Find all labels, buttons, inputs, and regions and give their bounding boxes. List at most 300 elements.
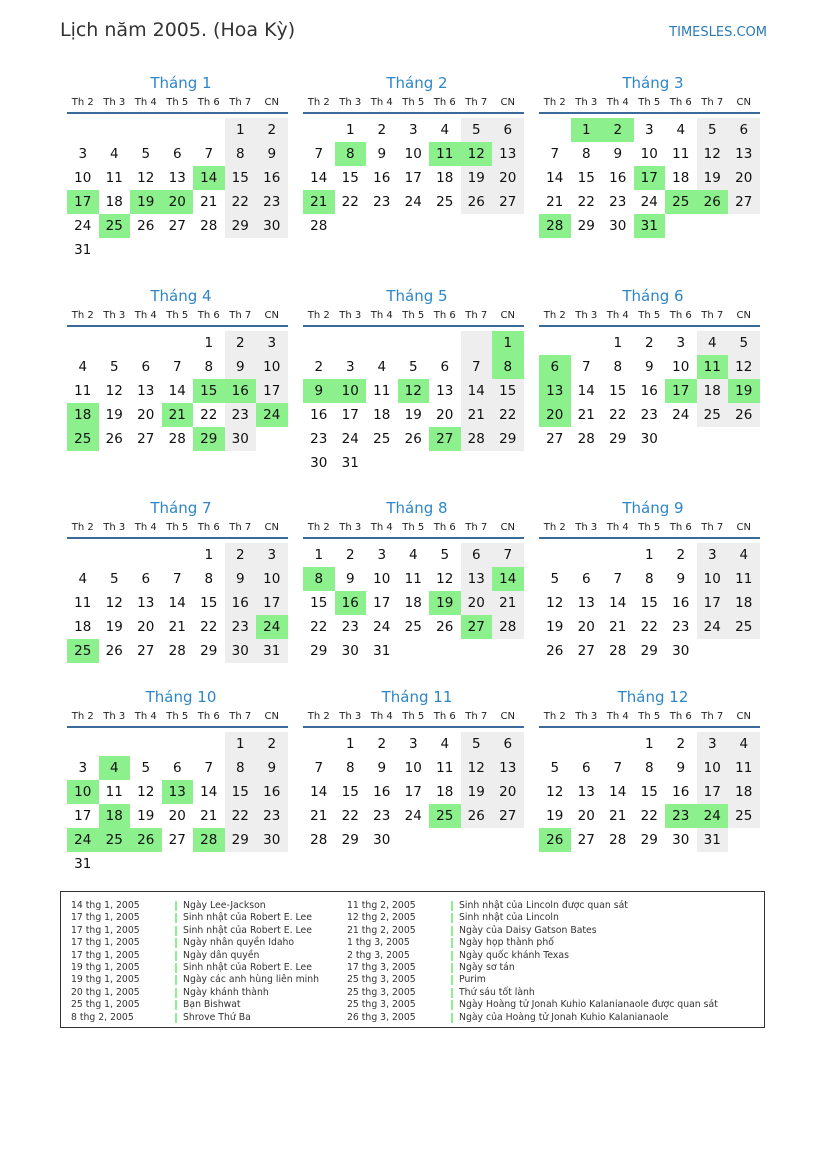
calendar-day: 31 <box>74 242 92 258</box>
calendar-day: 21 <box>461 403 493 427</box>
calendar-day: 6 <box>440 359 450 375</box>
calendar-day: 16 <box>373 784 391 800</box>
calendar-empty-cell <box>665 214 697 238</box>
calendar-empty-cell <box>162 732 194 756</box>
month-title: Tháng 3 <box>622 74 684 92</box>
calendar-day: 25 <box>697 403 729 427</box>
holiday-row <box>347 999 718 1011</box>
calendar-day: 11 <box>404 571 422 587</box>
weekday-header: Th 4 <box>602 307 634 327</box>
weekday-header: Th 6 <box>193 307 225 327</box>
calendar-day: 18 <box>436 170 454 186</box>
calendar-day: 10 <box>697 756 729 780</box>
calendar-day: 20 <box>461 591 493 615</box>
calendar-day: 31 <box>634 214 666 238</box>
calendar-day: 12 <box>546 784 564 800</box>
calendar-day: 22 <box>225 190 257 214</box>
holiday-name: Ngày các anh hùng liên minh <box>183 974 320 986</box>
calendar-empty-cell <box>461 331 493 355</box>
calendar-day: 23 <box>609 194 627 210</box>
weekday-header: Th 2 <box>539 708 571 728</box>
calendar-day: 6 <box>581 760 591 776</box>
calendar-day: 24 <box>697 804 729 828</box>
weekday-header: Th 5 <box>634 307 666 327</box>
weekday-header: Th 4 <box>602 708 634 728</box>
month-title: Tháng 11 <box>381 688 453 706</box>
calendar-day: 13 <box>539 379 571 403</box>
holiday-date: 14 thg 1, 2005 <box>71 900 140 911</box>
calendar-day: 26 <box>461 804 493 828</box>
month-calendar <box>67 497 289 663</box>
page-title: Lịch năm 2005. (Hoa Kỳ) <box>60 19 296 41</box>
calendar-empty-cell <box>256 238 288 262</box>
month-days-grid <box>303 519 525 663</box>
calendar-day: 15 <box>577 170 595 186</box>
month-calendar <box>67 72 289 262</box>
calendar-day: 1 <box>492 331 524 355</box>
holiday-column-right <box>347 900 718 1024</box>
weekday-header: CN <box>256 519 288 539</box>
weekday-header: Th 6 <box>665 708 697 728</box>
calendar-day: 29 <box>200 643 218 659</box>
calendar-day: 30 <box>341 643 359 659</box>
calendar-empty-cell <box>429 828 461 852</box>
calendar-day: 28 <box>539 214 571 238</box>
calendar-day: 9 <box>377 146 387 162</box>
calendar-day: 4 <box>728 543 760 567</box>
calendar-day: 16 <box>256 780 288 804</box>
calendar-day: 28 <box>492 615 524 639</box>
calendar-day: 14 <box>461 379 493 403</box>
calendar-day: 31 <box>341 455 359 471</box>
calendar-day: 20 <box>539 403 571 427</box>
weekday-header: Th 5 <box>162 519 194 539</box>
calendar-empty-cell <box>99 852 131 876</box>
calendar-day: 26 <box>728 403 760 427</box>
calendar-day: 22 <box>310 619 328 635</box>
calendar-day: 22 <box>609 407 627 423</box>
weekday-header: Th 2 <box>67 94 99 114</box>
month-days-grid <box>67 307 289 451</box>
holiday-date: 17 thg 1, 2005 <box>71 937 140 949</box>
calendar-day: 19 <box>105 619 123 635</box>
calendar-day: 13 <box>728 142 760 166</box>
holiday-name: Ngày họp thành phố <box>459 937 554 949</box>
month-calendar <box>303 285 525 475</box>
calendar-day: 21 <box>168 619 186 635</box>
calendar-day: 3 <box>408 122 418 138</box>
calendar-day: 11 <box>728 567 760 591</box>
holiday-marker <box>451 963 453 973</box>
calendar-day: 28 <box>461 427 493 451</box>
calendar-day: 30 <box>256 214 288 238</box>
weekday-header: Th 5 <box>398 519 430 539</box>
calendar-day: 22 <box>577 194 595 210</box>
holiday-date: 25 thg 3, 2005 <box>347 999 416 1011</box>
calendar-day: 12 <box>398 379 430 403</box>
calendar-empty-cell <box>162 852 194 876</box>
calendar-day: 11 <box>728 756 760 780</box>
holiday-name: Ngày Lee-Jackson <box>183 900 266 911</box>
calendar-day: 19 <box>546 619 564 635</box>
holiday-name: Ngày dân quyền <box>183 949 260 961</box>
calendar-day: 7 <box>204 760 214 776</box>
weekday-header: Th 4 <box>602 94 634 114</box>
holiday-row <box>71 999 319 1011</box>
calendar-day: 27 <box>492 190 524 214</box>
calendar-day: 17 <box>256 379 288 403</box>
calendar-day: 23 <box>310 431 328 447</box>
calendar-day: 14 <box>609 595 627 611</box>
calendar-day: 2 <box>644 335 654 351</box>
calendar-day: 9 <box>225 355 257 379</box>
calendar-day: 21 <box>609 619 627 635</box>
holiday-marker <box>175 951 177 961</box>
calendar-day: 8 <box>492 355 524 379</box>
calendar-day: 24 <box>256 615 288 639</box>
calendar-day: 3 <box>697 732 729 756</box>
calendar-day: 7 <box>613 760 623 776</box>
calendar-day: 24 <box>697 615 729 639</box>
calendar-day: 15 <box>341 170 359 186</box>
calendar-day: 9 <box>303 379 335 403</box>
calendar-day: 17 <box>697 591 729 615</box>
weekday-header: Th 3 <box>571 94 603 114</box>
calendar-day: 10 <box>335 379 367 403</box>
calendar-day: 4 <box>440 736 450 752</box>
calendar-day: 16 <box>225 591 257 615</box>
weekday-header: Th 2 <box>303 307 335 327</box>
weekday-header: Th 6 <box>429 94 461 114</box>
weekday-header: Th 4 <box>366 94 398 114</box>
calendar-day: 8 <box>303 567 335 591</box>
calendar-empty-cell <box>539 732 571 756</box>
weekday-header: Th 7 <box>697 94 729 114</box>
calendar-day: 2 <box>377 122 387 138</box>
month-title: Tháng 4 <box>150 287 212 305</box>
month-days-grid <box>539 94 761 238</box>
calendar-day: 8 <box>644 571 654 587</box>
holiday-date: 1 thg 3, 2005 <box>347 937 410 949</box>
calendar-day: 28 <box>577 431 595 447</box>
calendar-day: 17 <box>404 170 422 186</box>
holiday-row <box>71 925 319 937</box>
holiday-marker <box>175 988 177 998</box>
weekday-header: Th 5 <box>162 708 194 728</box>
calendar-day: 22 <box>640 808 658 824</box>
calendar-empty-cell <box>461 639 493 663</box>
holiday-name: Ngày nhân quyền Idaho <box>183 937 295 949</box>
calendar-day: 10 <box>404 146 422 162</box>
calendar-empty-cell <box>539 543 571 567</box>
weekday-header: Th 5 <box>398 307 430 327</box>
month-calendar <box>67 686 289 876</box>
weekday-header: Th 3 <box>571 307 603 327</box>
weekday-header: CN <box>492 708 524 728</box>
holiday-name: Ngày của Daisy Gatson Bates <box>459 924 597 936</box>
weekday-header: CN <box>492 519 524 539</box>
calendar-day: 27 <box>577 643 595 659</box>
calendar-empty-cell <box>67 118 99 142</box>
holiday-name: Shrove Thứ Ba <box>183 1011 251 1023</box>
calendar-day: 11 <box>105 784 123 800</box>
calendar-day: 16 <box>672 595 690 611</box>
holiday-marker <box>451 975 453 985</box>
calendar-empty-cell <box>492 214 524 238</box>
calendar-day: 8 <box>225 756 257 780</box>
month-days-grid <box>539 708 761 852</box>
calendar-day: 22 <box>492 403 524 427</box>
calendar-day: 5 <box>728 331 760 355</box>
calendar-day: 4 <box>697 331 729 355</box>
calendar-day: 3 <box>78 146 88 162</box>
calendar-day: 23 <box>256 804 288 828</box>
weekday-header: Th 5 <box>634 94 666 114</box>
calendar-day: 18 <box>67 403 99 427</box>
calendar-day: 2 <box>256 732 288 756</box>
calendar-day: 18 <box>105 194 123 210</box>
calendar-day: 25 <box>728 615 760 639</box>
calendar-day: 6 <box>461 543 493 567</box>
calendar-empty-cell <box>398 828 430 852</box>
weekday-header: Th 2 <box>539 94 571 114</box>
calendar-day: 28 <box>168 643 186 659</box>
calendar-empty-cell <box>398 331 430 355</box>
holiday-row <box>71 1012 319 1024</box>
calendar-day: 22 <box>341 808 359 824</box>
holiday-row <box>347 1012 718 1024</box>
calendar-day: 1 <box>613 335 623 351</box>
calendar-day: 15 <box>193 379 225 403</box>
calendar-empty-cell <box>728 639 760 663</box>
holiday-row <box>347 962 718 974</box>
calendar-empty-cell <box>303 331 335 355</box>
weekday-header: Th 3 <box>99 307 131 327</box>
weekday-header: Th 6 <box>193 519 225 539</box>
holiday-name: Sinh nhật của Robert E. Lee <box>183 961 312 973</box>
calendar-day: 15 <box>609 383 627 399</box>
weekday-header: Th 6 <box>193 94 225 114</box>
calendar-day: 17 <box>404 784 422 800</box>
calendar-day: 13 <box>492 142 524 166</box>
calendar-day: 9 <box>345 571 355 587</box>
calendar-empty-cell <box>697 639 729 663</box>
calendar-empty-cell <box>162 118 194 142</box>
calendar-day: 24 <box>404 194 422 210</box>
calendar-day: 6 <box>492 732 524 756</box>
calendar-empty-cell <box>193 238 225 262</box>
calendar-day: 23 <box>373 194 391 210</box>
calendar-day: 4 <box>408 547 418 563</box>
calendar-day: 20 <box>728 166 760 190</box>
weekday-header: CN <box>728 94 760 114</box>
weekday-header: Th 3 <box>335 307 367 327</box>
month-title: Tháng 6 <box>622 287 684 305</box>
weekday-header: Th 7 <box>697 708 729 728</box>
weekday-header: Th 3 <box>99 94 131 114</box>
holiday-marker <box>451 988 453 998</box>
holiday-date: 25 thg 3, 2005 <box>347 974 416 986</box>
calendar-day: 27 <box>168 832 186 848</box>
holiday-date: 17 thg 1, 2005 <box>71 924 140 936</box>
calendar-day: 12 <box>105 383 123 399</box>
calendar-day: 25 <box>99 214 131 238</box>
holiday-name: Ngày Hoàng tử Jonah Kuhio Kalanianaole được quan sát <box>459 999 718 1011</box>
calendar-day: 9 <box>225 567 257 591</box>
calendar-empty-cell <box>429 451 461 475</box>
calendar-day: 2 <box>676 736 686 752</box>
holiday-name: Sinh nhật của Lincoln được quan sát <box>459 900 628 911</box>
holiday-date: 11 thg 2, 2005 <box>347 900 416 911</box>
calendar-day: 26 <box>461 190 493 214</box>
weekday-header: Th 7 <box>225 708 257 728</box>
calendar-day: 25 <box>67 639 99 663</box>
calendar-day: 5 <box>550 571 560 587</box>
calendar-day: 24 <box>640 194 658 210</box>
calendar-day: 5 <box>440 547 450 563</box>
calendar-day: 25 <box>429 804 461 828</box>
calendar-empty-cell <box>366 451 398 475</box>
calendar-day: 22 <box>341 194 359 210</box>
calendar-day: 25 <box>99 828 131 852</box>
month-days-grid <box>67 94 289 262</box>
calendar-day: 28 <box>310 832 328 848</box>
calendar-day: 18 <box>672 170 690 186</box>
weekday-header: Th 3 <box>99 708 131 728</box>
calendar-day: 18 <box>728 591 760 615</box>
holiday-marker <box>175 975 177 985</box>
calendar-empty-cell <box>492 639 524 663</box>
calendar-day: 15 <box>640 784 658 800</box>
calendar-empty-cell <box>67 331 99 355</box>
calendar-day: 21 <box>609 808 627 824</box>
calendar-day: 17 <box>341 407 359 423</box>
calendar-day: 15 <box>492 379 524 403</box>
holiday-name: Ngày của Hoàng tử Jonah Kuhio Kalanianaole <box>459 1011 669 1023</box>
holiday-date: 20 thg 1, 2005 <box>71 986 140 998</box>
calendar-day: 8 <box>581 146 591 162</box>
month-calendar <box>303 497 525 663</box>
calendar-day: 27 <box>577 832 595 848</box>
calendar-empty-cell <box>162 543 194 567</box>
calendar-day: 29 <box>225 214 257 238</box>
calendar-day: 14 <box>310 170 328 186</box>
calendar-day: 28 <box>168 431 186 447</box>
calendar-empty-cell <box>335 331 367 355</box>
calendar-day: 25 <box>404 619 422 635</box>
calendar-day: 25 <box>436 194 454 210</box>
holiday-row <box>71 987 319 999</box>
calendar-day: 24 <box>672 407 690 423</box>
holiday-name: Thứ sáu tốt lành <box>459 986 535 998</box>
calendar-day: 2 <box>345 547 355 563</box>
site-link[interactable]: TIMESLES.COM <box>669 25 767 40</box>
calendar-day: 16 <box>225 379 257 403</box>
calendar-empty-cell <box>697 214 729 238</box>
weekday-header: Th 6 <box>429 307 461 327</box>
calendar-day: 4 <box>78 359 88 375</box>
weekday-header: CN <box>256 94 288 114</box>
calendar-day: 23 <box>225 403 257 427</box>
calendar-day: 4 <box>440 122 450 138</box>
calendar-day: 20 <box>436 407 454 423</box>
calendar-day: 9 <box>676 571 686 587</box>
calendar-day: 8 <box>204 359 214 375</box>
calendar-empty-cell <box>366 214 398 238</box>
holiday-date: 25 thg 3, 2005 <box>347 986 416 998</box>
weekday-header: CN <box>728 708 760 728</box>
calendar-day: 25 <box>728 804 760 828</box>
calendar-day: 23 <box>373 808 391 824</box>
holiday-row <box>71 912 319 924</box>
calendar-day: 5 <box>408 359 418 375</box>
weekday-header: Th 6 <box>429 519 461 539</box>
weekday-header: Th 3 <box>335 94 367 114</box>
calendar-day: 15 <box>225 166 257 190</box>
calendar-empty-cell <box>571 543 603 567</box>
calendar-day: 24 <box>256 403 288 427</box>
calendar-day: 22 <box>640 619 658 635</box>
calendar-day: 12 <box>461 142 493 166</box>
month-title: Tháng 7 <box>150 499 212 517</box>
calendar-day: 5 <box>141 146 151 162</box>
calendar-day: 19 <box>105 407 123 423</box>
month-days-grid <box>303 94 525 238</box>
calendar-day: 1 <box>225 118 257 142</box>
weekday-header: Th 7 <box>461 94 493 114</box>
calendar-day: 3 <box>256 543 288 567</box>
holiday-row <box>71 937 319 949</box>
calendar-day: 2 <box>225 331 257 355</box>
calendar-day: 17 <box>256 591 288 615</box>
calendar-day: 16 <box>310 407 328 423</box>
calendar-day: 26 <box>546 643 564 659</box>
weekday-header: Th 4 <box>602 519 634 539</box>
calendar-day: 30 <box>256 828 288 852</box>
calendar-day: 12 <box>728 355 760 379</box>
calendar-day: 25 <box>665 190 697 214</box>
calendar-day: 31 <box>697 828 729 852</box>
holiday-row <box>347 912 718 924</box>
calendar-day: 24 <box>74 218 92 234</box>
calendar-day: 3 <box>78 760 88 776</box>
calendar-day: 26 <box>697 190 729 214</box>
calendar-day: 14 <box>577 383 595 399</box>
calendar-day: 22 <box>200 619 218 635</box>
calendar-day: 20 <box>492 166 524 190</box>
calendar-day: 21 <box>310 808 328 824</box>
calendar-day: 14 <box>609 784 627 800</box>
month-days-grid <box>303 307 525 475</box>
calendar-day: 27 <box>429 427 461 451</box>
calendar-day: 6 <box>172 760 182 776</box>
holiday-date: 12 thg 2, 2005 <box>347 912 416 924</box>
calendar-day: 18 <box>99 804 131 828</box>
calendar-day: 21 <box>200 808 218 824</box>
calendar-day: 12 <box>105 595 123 611</box>
weekday-header: Th 2 <box>67 519 99 539</box>
calendar-day: 23 <box>225 615 257 639</box>
month-calendar <box>539 285 761 451</box>
weekday-header: Th 6 <box>665 519 697 539</box>
calendar-day: 16 <box>373 170 391 186</box>
calendar-day: 14 <box>168 383 186 399</box>
calendar-day: 15 <box>200 595 218 611</box>
calendar-day: 7 <box>492 543 524 567</box>
calendar-empty-cell <box>571 331 603 355</box>
calendar-day: 3 <box>256 331 288 355</box>
calendar-day: 20 <box>137 619 155 635</box>
